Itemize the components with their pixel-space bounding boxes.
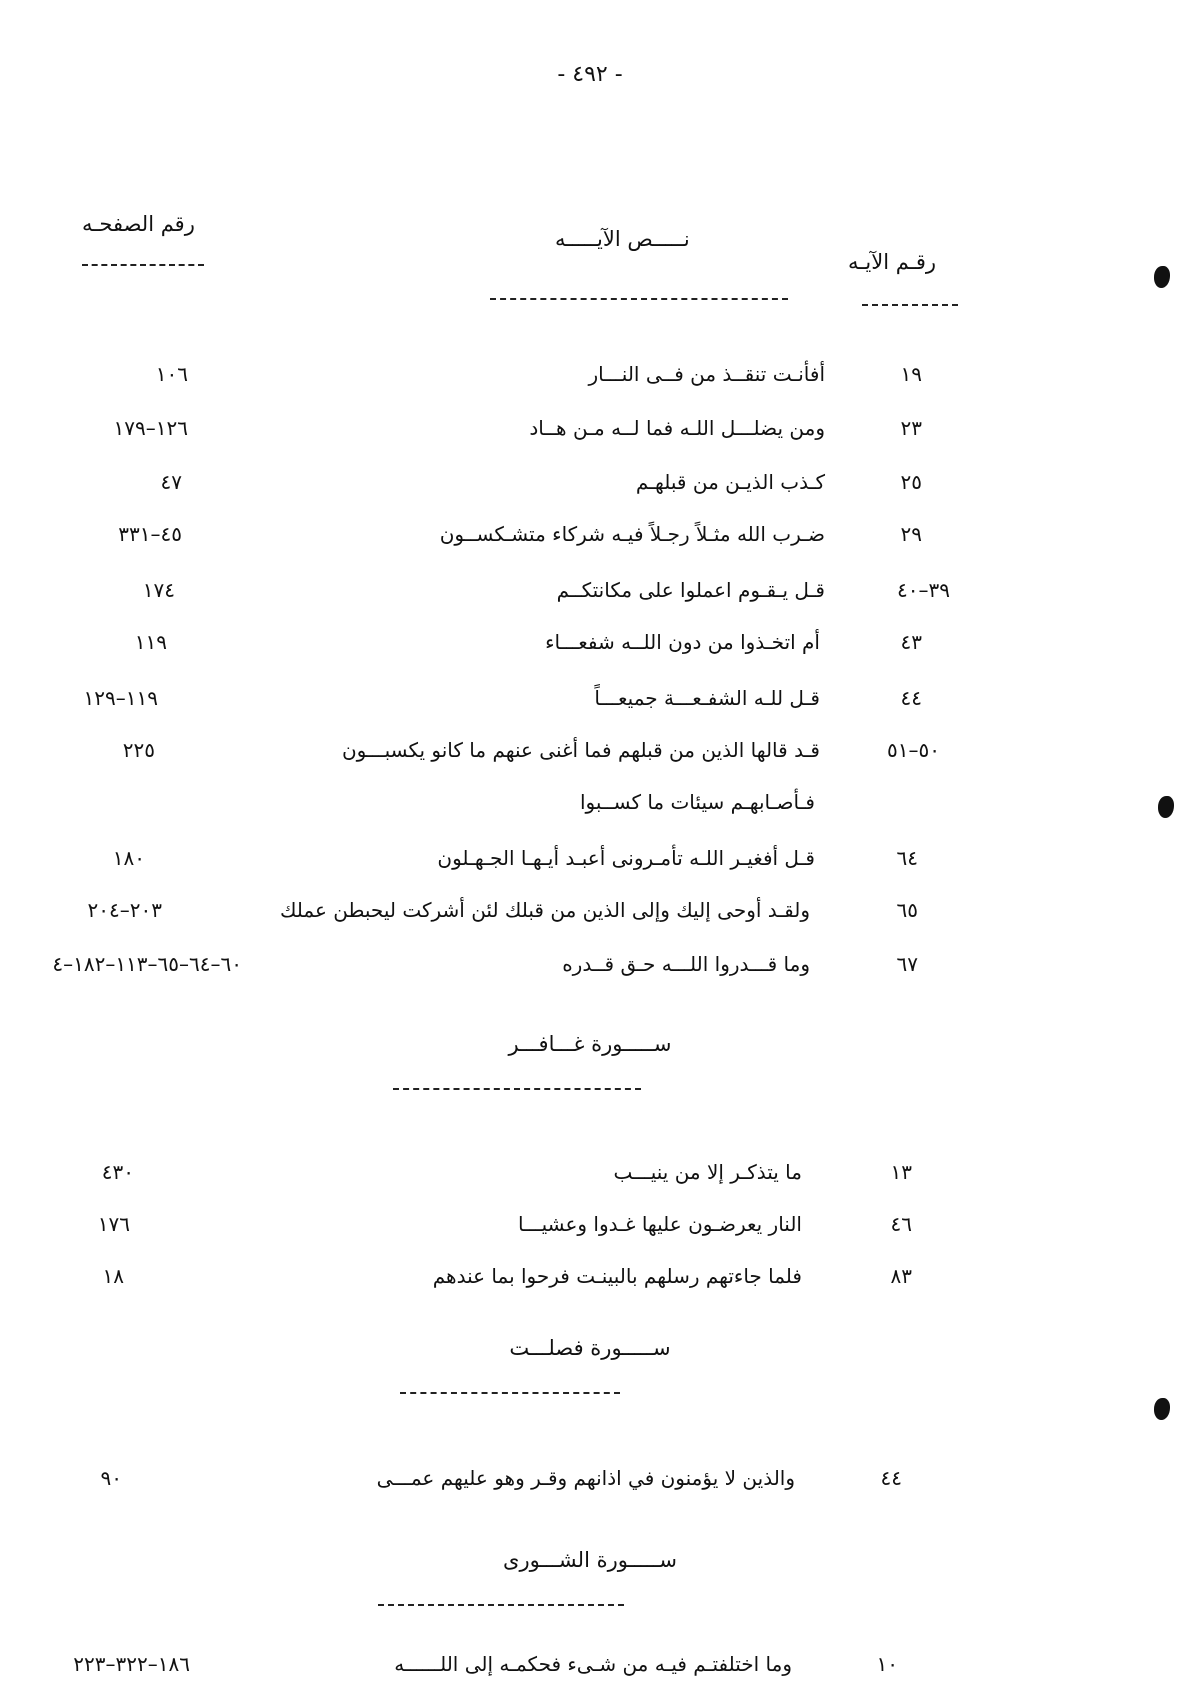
table-row bbox=[0, 1212, 1180, 1252]
ayah-text: ما يتذكـر إلا من ينيـــب bbox=[613, 1160, 802, 1184]
page-refs: ٤٣٠ bbox=[101, 1160, 134, 1184]
ayah-number: ٨٣ bbox=[890, 1264, 912, 1288]
ayah-text: كـذب الذيـن من قبلهـم bbox=[635, 470, 825, 494]
ayah-number: ٣٩–٤٠ bbox=[897, 578, 950, 602]
ayah-text: ضـرب الله مثـلاً رجـلاً فيـه شركاء متشـكســون bbox=[439, 522, 825, 546]
ayah-number: ١٠ bbox=[876, 1652, 898, 1676]
table-row bbox=[0, 522, 1180, 562]
ayah-number: ٤٣ bbox=[900, 630, 922, 654]
ayah-number: ٦٧ bbox=[896, 952, 918, 976]
table-row bbox=[0, 898, 1180, 938]
surah-heading-ash-shura: ســـــورة الشـــورى bbox=[503, 1548, 677, 1572]
table-row bbox=[0, 578, 1180, 618]
header-ayah-underline bbox=[862, 304, 958, 306]
ayah-text: والذين لا يؤمنون في اذانهم وقـر وهو عليهم عمـــى bbox=[376, 1466, 795, 1490]
ayah-text: ومن يضلـــل اللـه فما لــه مـن هــاد bbox=[529, 416, 825, 440]
page-refs: ١٨ bbox=[102, 1264, 124, 1288]
ayah-text: قـد قالها الذين من قبلهم فما أغنى عنهم ما كانو يكسبـــون bbox=[341, 738, 820, 762]
ayah-number: ٤٤ bbox=[880, 1466, 902, 1490]
page-number: - ٤٩٢ - bbox=[557, 62, 623, 87]
ayah-text: قـل يـقـوم اعملوا على مكانتكــم bbox=[556, 578, 825, 602]
ayah-text: قـل للـه الشفـعـــة جميعـــاً bbox=[594, 686, 820, 710]
header-text-underline bbox=[490, 298, 788, 300]
table-row bbox=[0, 1466, 1180, 1506]
page-refs: ٩٠ bbox=[100, 1466, 122, 1490]
header-ayah-text: نـــــص الآيـــــه bbox=[555, 227, 690, 251]
table-row bbox=[0, 630, 1180, 670]
page-refs: ١٠٦ bbox=[155, 362, 188, 386]
ayah-number: ١٣ bbox=[890, 1160, 912, 1184]
page-refs: ١٧٤ bbox=[142, 578, 175, 602]
ayah-text: فـأصـابهـم سيئات ما كســبوا bbox=[579, 790, 815, 814]
ayah-number: ٦٤ bbox=[896, 846, 918, 870]
page-refs: ٤٧ bbox=[160, 470, 182, 494]
ayah-text: أم اتخـذوا من دون اللــه شفعـــاء bbox=[545, 630, 820, 654]
surah-heading-ghafir: ســـــورة غـــافـــر bbox=[508, 1032, 672, 1056]
page-refs: ١٨٠ bbox=[112, 846, 145, 870]
header-ayah-number: رقـم الآيـه bbox=[848, 250, 937, 274]
header-page-underline bbox=[82, 264, 204, 266]
scan-hole-mark bbox=[1154, 1398, 1170, 1420]
surah-heading-underline bbox=[400, 1392, 620, 1394]
surah-heading-underline bbox=[393, 1088, 641, 1090]
ayah-text: وما اختلفتـم فيـه من شـىء فحكمـه إلى اللــــــه bbox=[394, 1652, 792, 1676]
table-row bbox=[0, 362, 1180, 402]
ayah-number: ٦٥ bbox=[896, 898, 918, 922]
ayah-text: فلما جاءتهم رسلهم بالبينـت فرحوا بما عندهم bbox=[432, 1264, 802, 1288]
table-row bbox=[0, 1652, 1180, 1692]
page-refs: ١٨٦–٣٢٢–٢٢٣ bbox=[73, 1652, 190, 1676]
page-refs: ١١٩–١٢٩ bbox=[83, 686, 158, 710]
table-row bbox=[0, 846, 1180, 886]
ayah-number: ٢٣ bbox=[900, 416, 922, 440]
table-row bbox=[0, 952, 1180, 992]
ayah-text: النار يعرضـون عليها غـدوا وعشيـــا bbox=[517, 1212, 802, 1236]
page-refs: ٢٠٣–٢٠٤ bbox=[87, 898, 162, 922]
ayah-number: ١٩ bbox=[900, 362, 922, 386]
ayah-text: أفأنـت تنقــذ من فــى النـــار bbox=[588, 362, 825, 386]
table-row bbox=[0, 686, 1180, 726]
surah-heading-underline bbox=[378, 1604, 624, 1606]
ayah-number: ٢٥ bbox=[900, 470, 922, 494]
ayah-text: وما قـــدروا اللـــه حـق قــدره bbox=[562, 952, 810, 976]
ayah-number: ٤٦ bbox=[890, 1212, 912, 1236]
table-row bbox=[0, 1264, 1180, 1304]
ayah-number: ٤٤ bbox=[900, 686, 922, 710]
page-refs: ٤٥–٣٣١ bbox=[118, 522, 182, 546]
ayah-text: قـل أفغيـر اللـه تأمـرونى أعبـد أيـهـا الجـهـلون bbox=[437, 846, 815, 870]
table-row bbox=[0, 470, 1180, 510]
header-page-number: رقم الصفحـه bbox=[82, 212, 195, 236]
page-refs: ٦٠–٦٤–٦٥–١١٣–١٨٢–٤ bbox=[52, 952, 242, 976]
surah-heading-fussilat: ســـــورة فصلـــت bbox=[509, 1336, 671, 1360]
page-refs: ٢٢٥ bbox=[122, 738, 155, 762]
ayah-text: ولقـد أوحى إليك وإلى الذين من قبلك لئن أشركت ليحبطن عملك bbox=[279, 898, 810, 922]
page-refs: ١١٩ bbox=[134, 630, 167, 654]
ayah-number: ٥٠–٥١ bbox=[887, 738, 940, 762]
page-refs: ١٧٦ bbox=[97, 1212, 130, 1236]
table-row bbox=[0, 416, 1180, 456]
page-refs: ١٢٦–١٧٩ bbox=[113, 416, 188, 440]
table-row bbox=[0, 790, 1180, 830]
table-row bbox=[0, 738, 1180, 778]
ayah-number: ٢٩ bbox=[900, 522, 922, 546]
scan-hole-mark bbox=[1154, 266, 1170, 288]
table-row bbox=[0, 1160, 1180, 1200]
